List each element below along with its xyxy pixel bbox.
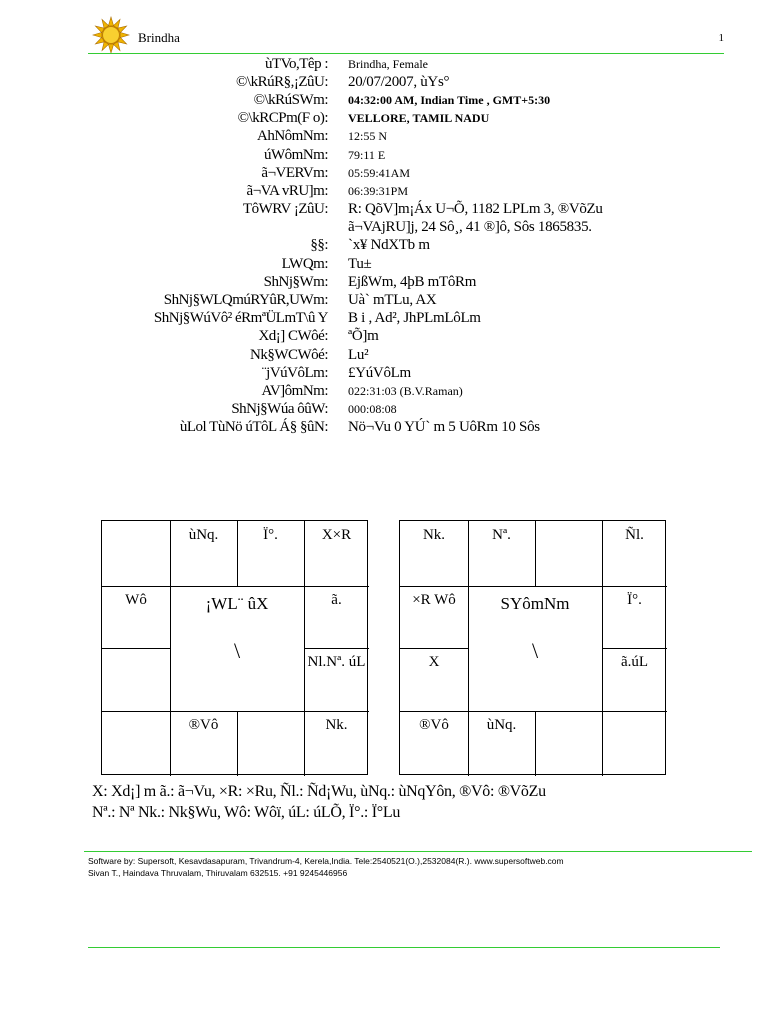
chart-title: SYômNm	[500, 594, 570, 613]
detail-row	[0, 237, 768, 255]
detail-row	[0, 164, 768, 182]
chart-grid-line	[237, 711, 238, 776]
chart-grid-line	[400, 648, 468, 649]
detail-value: 06:39:31PM	[348, 183, 409, 198]
detail-row	[0, 110, 768, 128]
detail-label: ©\kRúSWm:	[253, 91, 328, 108]
chart-house-cell: Ï°.	[627, 592, 642, 608]
footer-contact: Sivan T., Haindava Thruvalam, Thiruvalam 632515. +91 9245446956	[88, 868, 348, 878]
legend-line-2: Nª.: Nª Nk.: Nk§Wu, Wô: Wôï, úL: úLÕ, Ï°.: Ï°Lu	[92, 804, 401, 821]
detail-label: ùTVo,Têp :	[264, 55, 328, 72]
detail-label: ©\kRúR§,¡ZûU:	[236, 73, 328, 90]
detail-label: ShNj§Wúa ôûW:	[231, 401, 328, 418]
detail-value: Brindha, Female	[348, 56, 428, 71]
chart-house-cell: X×R	[321, 527, 352, 543]
chart-house-cell: Ï°.	[263, 527, 278, 543]
chart-house-cell: ùNq.	[188, 527, 219, 543]
detail-label: LWQm:	[281, 255, 328, 272]
detail-value: R: QõV]m¡Áx U¬Õ, 1182 LPLm 3, ®VõZu	[348, 201, 603, 218]
detail-value: Lu²	[348, 346, 369, 363]
rasi-chart	[101, 520, 368, 775]
chart-house-cell: ã.úL	[620, 654, 649, 670]
chart-house-cell: Wô	[125, 592, 147, 608]
detail-value: B i , Ad², JhPLmLôLm	[348, 310, 481, 327]
chart-center	[468, 586, 602, 711]
detail-row	[0, 328, 768, 346]
chart-grid-line	[102, 648, 170, 649]
detail-label: ã¬VA vRU]m:	[246, 182, 328, 199]
detail-row	[0, 201, 768, 219]
chart-grid-line	[535, 521, 536, 586]
detail-value: 000:08:08	[348, 402, 397, 417]
chart-center-mark: \	[233, 638, 241, 663]
chart-house-cell: ã.	[331, 592, 342, 608]
detail-label: ShNj§Wm:	[263, 273, 328, 290]
chart-house-cell: Ñl.	[625, 527, 644, 543]
detail-label: TôWRV ¡ZûU:	[242, 201, 328, 218]
chart-house-cell: ×R Wô	[412, 592, 456, 608]
detail-row	[0, 401, 768, 419]
detail-label: ShNj§WúVô² éRmªÜLmT\û Y	[153, 310, 328, 327]
detail-row	[0, 382, 768, 400]
footer-divider-bottom	[88, 947, 720, 948]
chart-center-mark: \	[531, 638, 539, 663]
sun-logo-icon	[92, 16, 130, 54]
detail-row	[0, 73, 768, 91]
detail-row	[0, 291, 768, 309]
detail-label: ©\kRCPm(F o):	[237, 110, 328, 127]
detail-row	[0, 310, 768, 328]
chart-house-cell: ®Vô	[419, 717, 449, 733]
detail-value: ã¬VAjRU]j, 24 Sô¸, 41 ®]ô, Sôs 1865835.	[348, 219, 592, 236]
chart-house-cell: Nk.	[422, 527, 446, 543]
detail-label: Xd¡] CWôé:	[258, 328, 328, 345]
detail-label: §§:	[310, 237, 328, 254]
detail-value: EjßWm, 4þB mTôRm	[348, 273, 477, 290]
detail-value: 12:55 N	[348, 129, 387, 144]
detail-label: úWômNm:	[264, 146, 328, 163]
detail-row	[0, 219, 768, 237]
chart-house-cell: ®Vô	[188, 717, 219, 733]
chart-house-cell: ùNq.	[486, 717, 517, 733]
detail-value: VELLORE, TAMIL NADU	[348, 111, 490, 126]
chart-grid-line	[535, 711, 536, 776]
chart-house-cell: Nk.	[325, 717, 348, 733]
detail-value: 04:32:00 AM, Indian Time , GMT+5:30	[348, 92, 551, 107]
chart-title: ¡WL¨ ûX	[205, 594, 269, 613]
detail-value: Uà` mTLu, AX	[348, 292, 437, 309]
detail-value: ªÕ]m	[348, 328, 379, 345]
detail-value: 022:31:03 (B.V.Raman)	[348, 383, 463, 398]
chart-house-cell: X	[428, 654, 440, 670]
detail-label: ShNj§WLQmúRYûR,UWm:	[163, 292, 328, 309]
detail-value: £YúVôLm	[348, 364, 411, 381]
detail-row	[0, 419, 768, 437]
detail-label: ùLol TùNö úTôL Á§ §ûN:	[179, 419, 328, 436]
page-number: 1	[718, 32, 724, 44]
detail-label: AhNômNm:	[257, 128, 328, 145]
detail-row	[0, 364, 768, 382]
detail-value: 05:59:41AM	[348, 165, 411, 180]
detail-row	[0, 346, 768, 364]
chart-grid-line	[304, 648, 369, 649]
navamsa-chart	[399, 520, 666, 775]
birth-details-table	[0, 55, 768, 437]
detail-label: Nk§WCWôé:	[250, 346, 328, 363]
detail-row	[0, 55, 768, 73]
footer-software-credit: Software by: Supersoft, Kesavdasapuram, Trivandrum-4, Kerela,India. Tele:2540521(O.),2532084(R.). www.supersoftweb.com	[88, 856, 564, 866]
detail-row	[0, 91, 768, 109]
detail-value: 79:11 E	[348, 147, 386, 162]
detail-value: Tu±	[348, 255, 372, 272]
brand-name: Brindha	[138, 30, 180, 45]
detail-value: Nö¬Vu 0 YÚ` m 5 UôRm 10 Sôs	[348, 419, 540, 436]
detail-value: 20/07/2007, ùYs°	[348, 73, 450, 90]
detail-row	[0, 182, 768, 200]
detail-label: ¨jVúVôLm:	[261, 364, 328, 381]
detail-row	[0, 255, 768, 273]
chart-grid-line	[400, 711, 667, 712]
detail-row	[0, 146, 768, 164]
chart-house-cell: Nl.Nª. úL	[307, 654, 366, 670]
chart-grid-line	[602, 648, 667, 649]
chart-house-cell: Nª.	[492, 527, 511, 543]
chart-center	[170, 586, 304, 711]
chart-grid-line	[102, 711, 369, 712]
header-divider	[88, 53, 724, 54]
detail-label: AV]ômNm:	[261, 382, 328, 399]
detail-row	[0, 128, 768, 146]
detail-row	[0, 273, 768, 291]
footer-divider-top	[84, 851, 752, 852]
legend-line-1: X: Xd¡] m ã.: ã¬Vu, ×R: ×Ru, Ñl.: Ñd¡Wu, ùNq.: ùNqYôn, ®Vô: ®VõZu	[92, 783, 546, 800]
detail-value: `x¥ NdXTb m	[348, 237, 430, 254]
detail-label: ã¬VERVm:	[261, 164, 328, 181]
